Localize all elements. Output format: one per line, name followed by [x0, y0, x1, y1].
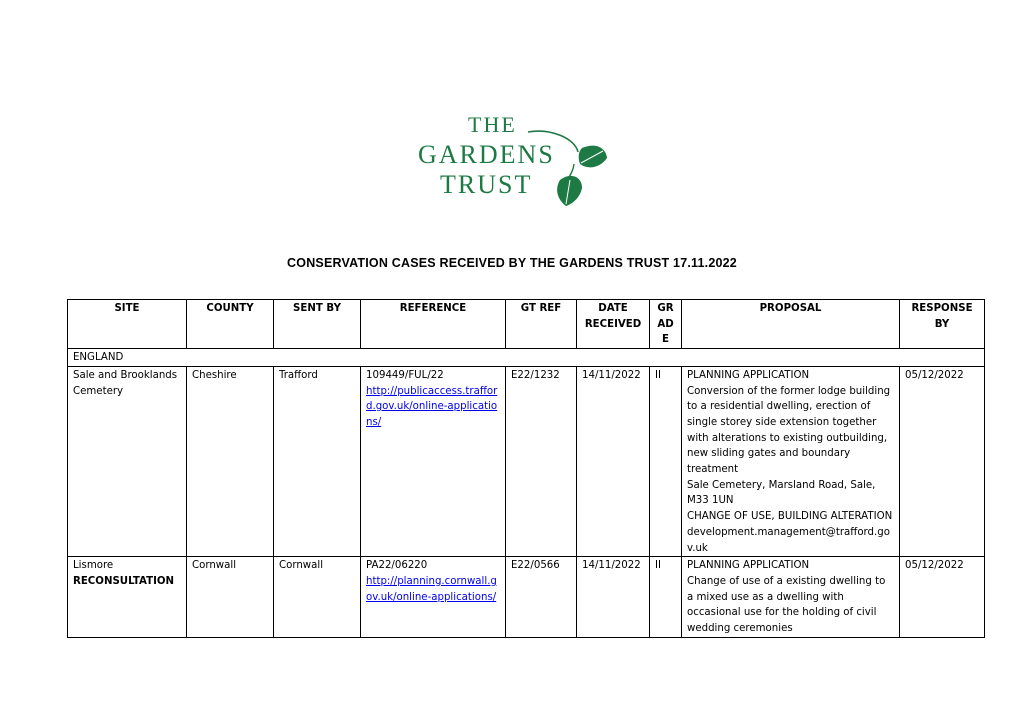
header-gt-ref: GT REF [506, 300, 577, 349]
header-grade: GR AD E [650, 300, 682, 349]
region-label: ENGLAND [68, 349, 985, 367]
reference-number: PA22/06220 [366, 560, 428, 572]
cell-date-received: 14/11/2022 [577, 366, 650, 556]
table-row [68, 557, 985, 638]
planning-portal-link[interactable]: http://planning.cornwall.gov.uk/online-applications/ [366, 575, 497, 603]
cell-grade: II [650, 366, 682, 556]
cell-grade: II [650, 557, 682, 638]
table-header-row [68, 300, 985, 349]
table-row [68, 366, 985, 556]
document-title: CONSERVATION CASES RECEIVED BY THE GARDENS TRUST 17.11.2022 [287, 256, 737, 270]
conservation-cases-table [67, 299, 985, 638]
cell-gt-ref: E22/1232 [506, 366, 577, 556]
cell-site [68, 366, 187, 556]
header-date-received: DATE RECEIVED [577, 300, 650, 349]
cell-response-by: 05/12/2022 [900, 557, 985, 638]
cell-reference [361, 366, 506, 556]
proposal-category: CHANGE OF USE, BUILDING ALTERATION [687, 511, 893, 523]
logo-text-trust: TRUST [440, 170, 533, 199]
region-row [68, 349, 985, 367]
proposal-description: Change of use of a existing dwelling to a mixed use as a dwelling with occasional use for the holding of civil wedding ceremonies [687, 575, 886, 635]
cell-gt-ref: E22/0566 [506, 557, 577, 638]
cell-county: Cornwall [187, 557, 274, 638]
gardens-trust-logo [410, 108, 620, 213]
cell-proposal [682, 366, 900, 556]
site-note: RECONSULTATION [73, 575, 175, 587]
cell-reference [361, 557, 506, 638]
header-response-by: RESPONSE BY [900, 300, 985, 349]
proposal-contact-email: development.management@trafford.gov.uk [687, 526, 890, 554]
reference-number: 109449/FUL/22 [366, 369, 444, 381]
cell-response-by: 05/12/2022 [900, 366, 985, 556]
site-name: Lismore [73, 560, 114, 572]
header-county: COUNTY [187, 300, 274, 349]
logo-text-gardens: GARDENS [418, 140, 555, 169]
cell-county: Cheshire [187, 366, 274, 556]
header-sent-by: SENT BY [274, 300, 361, 349]
site-name: Sale and Brooklands Cemetery [73, 369, 178, 397]
proposal-description: Conversion of the former lodge building to a residential dwelling, erection of single storey side extension together with alterations to existing outbuilding, new sliding gates and boundary treatment [687, 385, 891, 476]
header-proposal: PROPOSAL [682, 300, 900, 349]
cell-site [68, 557, 187, 638]
header-reference: REFERENCE [361, 300, 506, 349]
cell-sent-by: Cornwall [274, 557, 361, 638]
planning-portal-link[interactable]: http://publicaccess.trafford.gov.uk/online-applications/ [366, 385, 498, 428]
cell-sent-by: Trafford [274, 366, 361, 556]
cell-date-received: 14/11/2022 [577, 557, 650, 638]
proposal-address: Sale Cemetery, Marsland Road, Sale, M33 1UN [687, 479, 876, 507]
header-site: SITE [68, 300, 187, 349]
proposal-type: PLANNING APPLICATION [687, 560, 810, 572]
logo-text-the: THE [468, 112, 517, 137]
proposal-type: PLANNING APPLICATION [687, 369, 810, 381]
cell-proposal [682, 557, 900, 638]
